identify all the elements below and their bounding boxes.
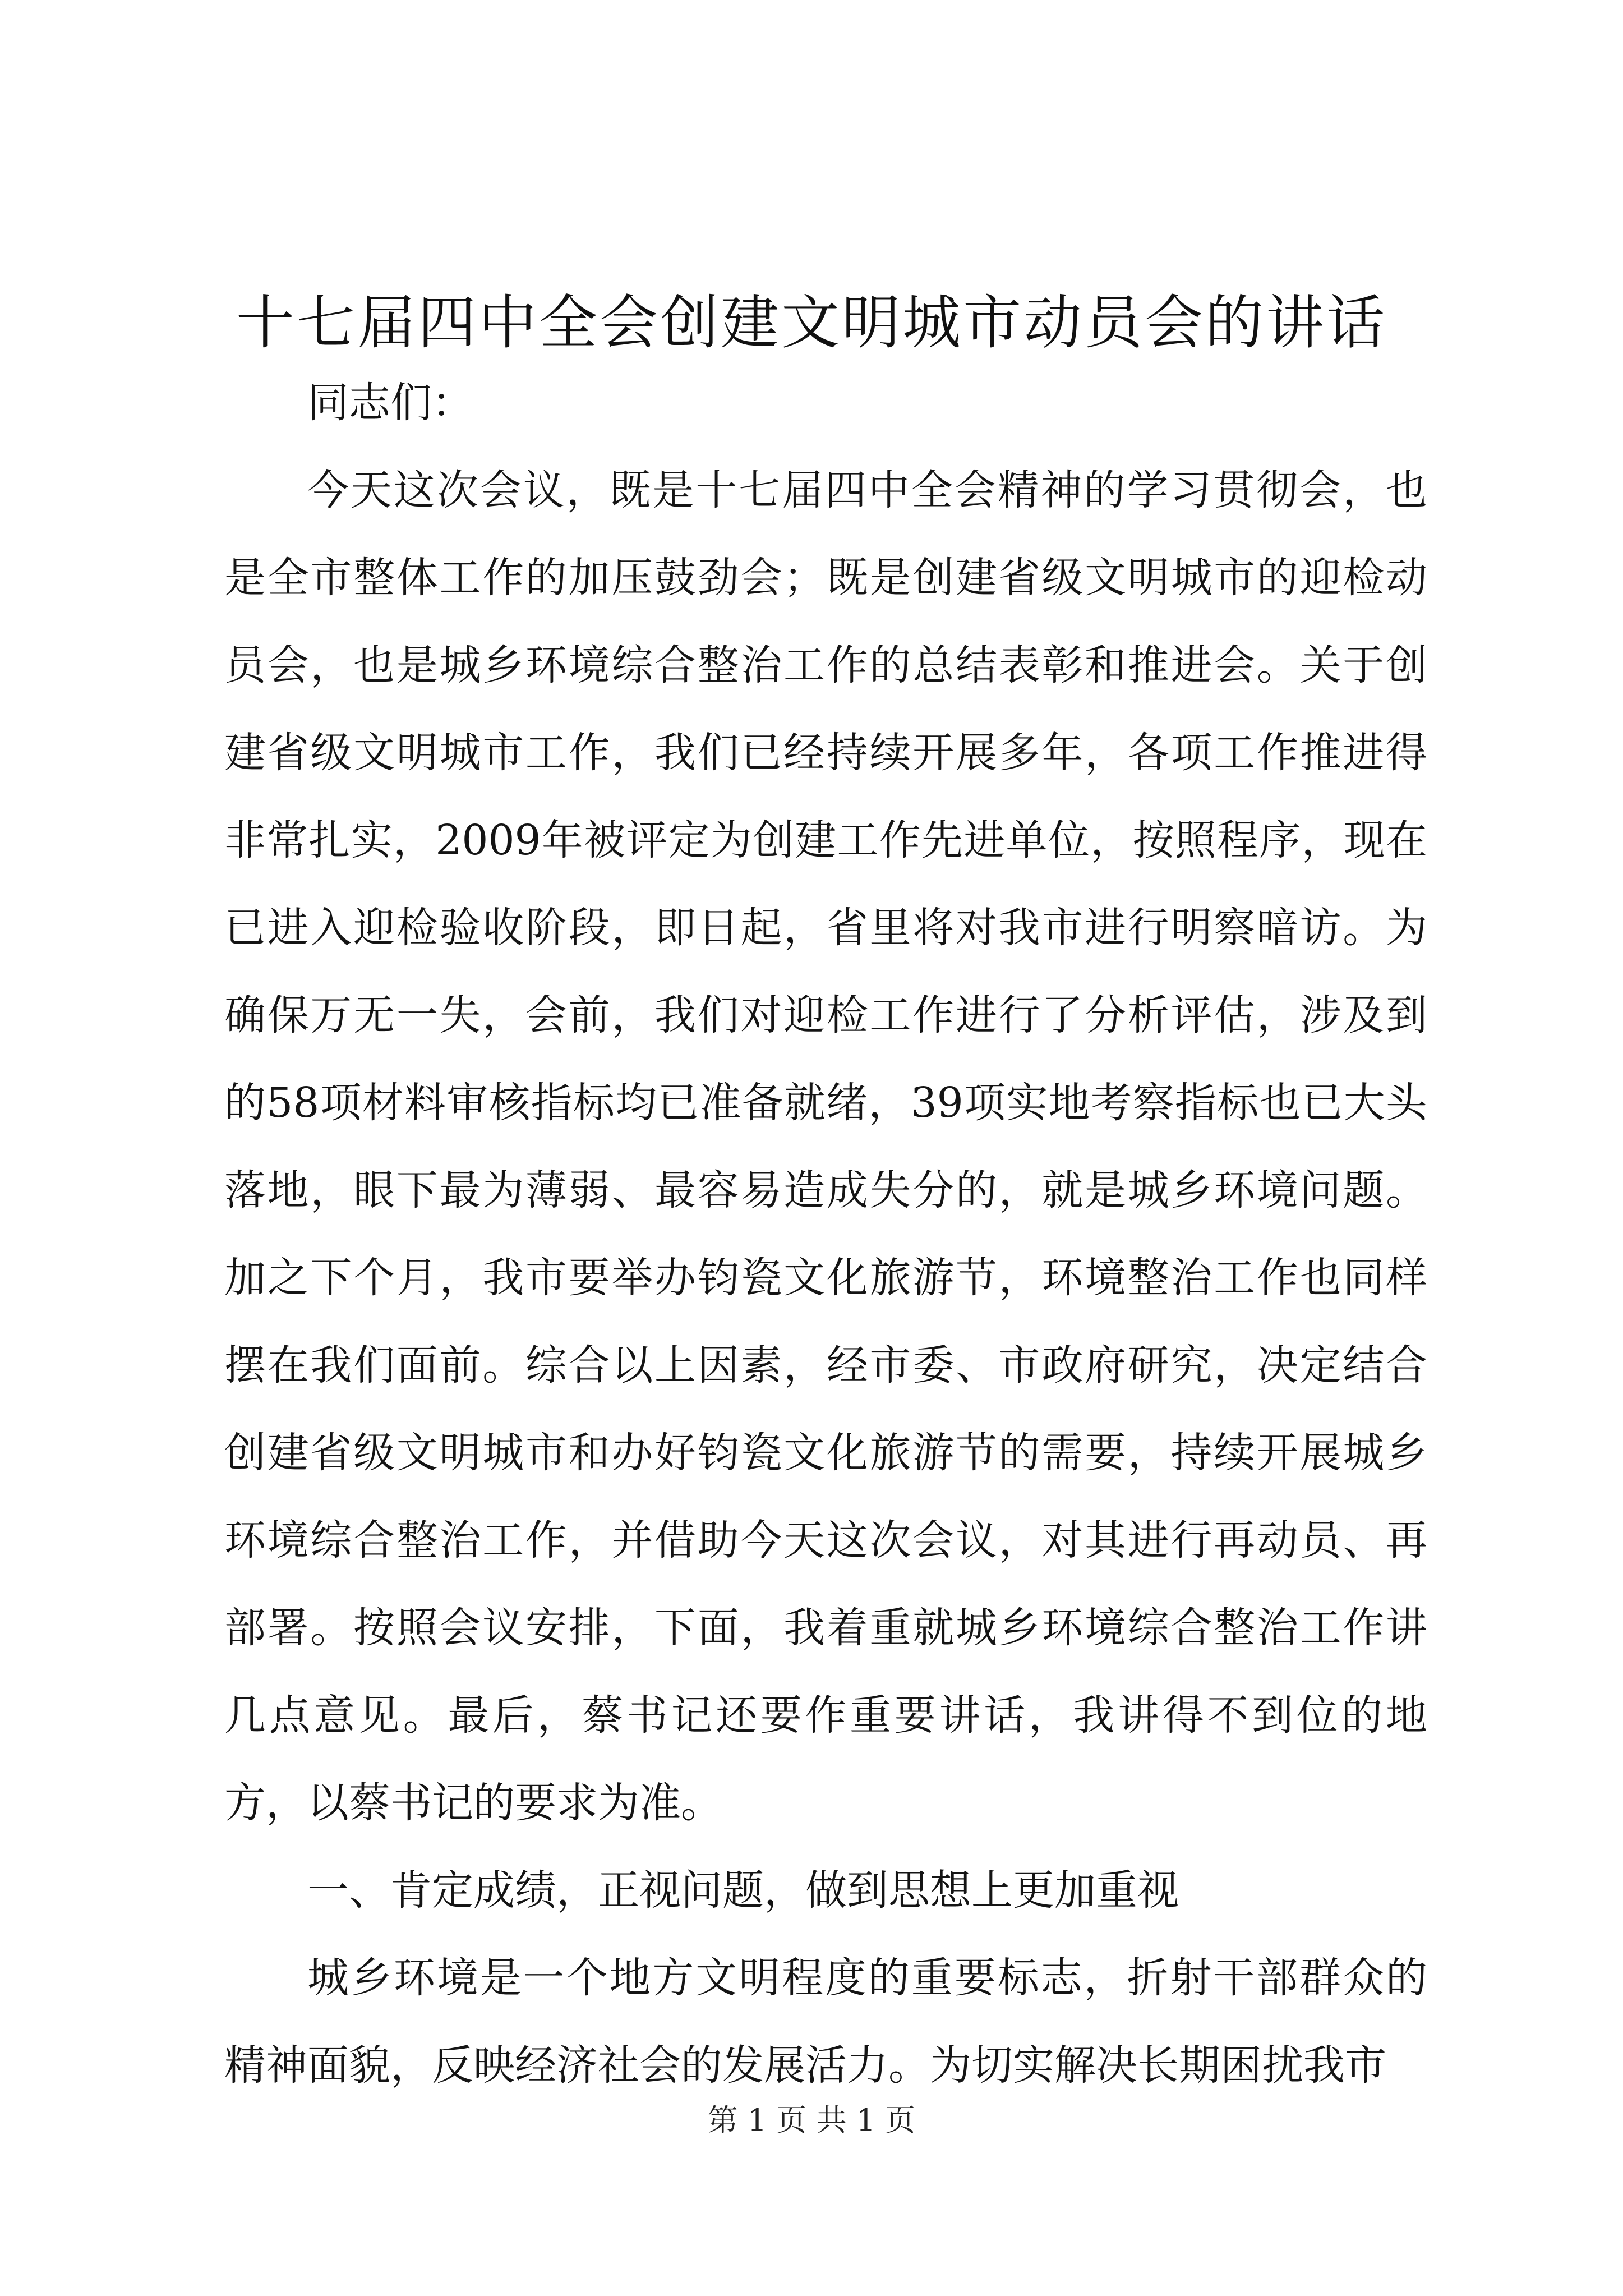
document-body [224, 359, 1427, 2109]
salutation: 同志们： [307, 379, 473, 427]
paragraph-opening: 今天这次会议，既是十七届四中全会精神的学习贯彻会，也是全市整体工作的加压鼓劲会；既是创建省级文明城市的迎检动员会，也是城乡环境综合整治工作的总结表彰和推进会。关于创建省级文明城市工作，我们已经持续开展多年，各项工作推进得非常扎实，2009年被评定为创建工作先进单位，按照程序，现在已进入迎检验收阶段，即日起，省里将对我市进行明察暗访。为确保万无一失，会前，我们对迎检工作进行了分析评估，涉及到的58项材料审核指标均已准备就绪，39项实地考察指标也已大头落地，眼下最为薄弱、最容易造成失分的，就是城乡环境问题。加之下个月，我市要举办钧瓷文化旅游节，环境整治工作也同样摆在我们面前。综合以上因素，经市委、市政府研究，决定结合创建省级文明城市和办好钧瓷文化旅游节的需要，持续开展城乡环境综合整治工作，并借助今天这次会议，对其进行再动员、再部署。按照会议安排，下面，我着重就城乡环境综合整治工作讲几点意见。最后，蔡书记还要作重要讲话，我讲得不到位的地方，以蔡书记的要求为准。 [224, 466, 1427, 1827]
document-title: 十七届四中全会创建文明城市动员会的讲话 [236, 288, 1387, 357]
page-number-footer: 第 1 页 共 1 页 [707, 2102, 916, 2138]
section-heading-1: 一、肯定成绩，正视问题，做到思想上更加重视 [307, 1866, 1179, 1915]
paragraph-section-1: 城乡环境是一个地方文明程度的重要标志，折射干部群众的精神面貌，反映经济社会的发展活力。为切实解决长期困扰我市 [224, 1954, 1427, 2090]
